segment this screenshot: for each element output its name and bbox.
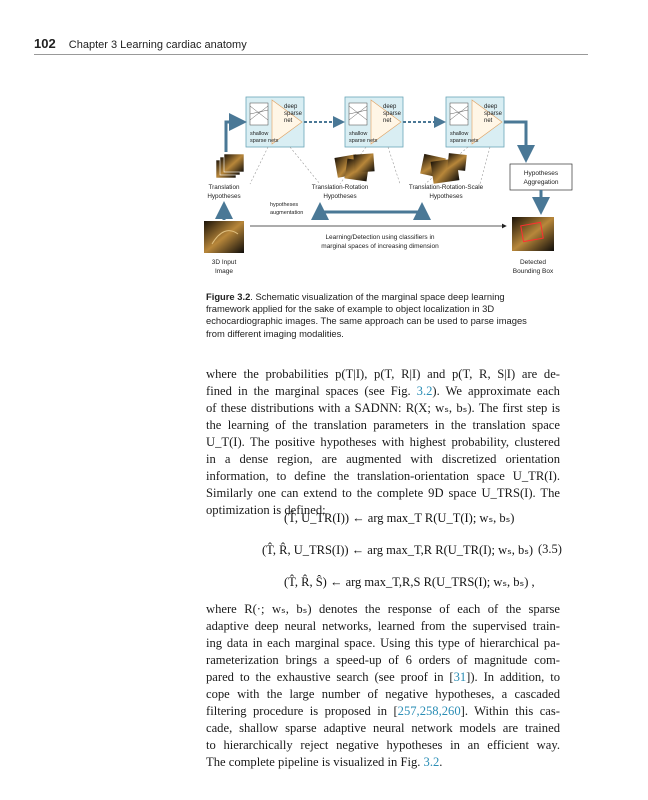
equation-3: (T̂, R̂, Ŝ) ← arg max_T,R,S R(U_TRS(I); wₛ, bₛ) , [284, 575, 535, 589]
learning-label: Learning/Detection using classifiers in [325, 234, 435, 241]
trs-stack [420, 153, 467, 184]
equation-1: (T̂, U_TR(I)) ← arg max_T R(U_T(I); wₛ, bₛ) [284, 511, 515, 525]
svg-text:Image: Image [214, 268, 234, 275]
figure-ref-link[interactable]: 3.2 [423, 755, 440, 769]
svg-text:shallow: shallow [450, 131, 469, 137]
page-number: 102 [34, 36, 56, 51]
citation-link[interactable]: 31 [453, 670, 467, 684]
svg-text:Hypotheses: Hypotheses [429, 193, 463, 200]
svg-text:Hypotheses: Hypotheses [523, 170, 559, 177]
svg-text:Aggregation: Aggregation [523, 179, 559, 186]
stage3-deep: deep [484, 104, 498, 110]
svg-text:net: net [484, 118, 493, 124]
detected-image [512, 217, 554, 251]
svg-text:augmentation: augmentation [270, 210, 304, 216]
translation-label: Translation [208, 184, 240, 191]
figure-caption: Figure 3.2. Schematic visualization of the marginal space deep learning framework applied for the sake of example to object localization in 3D echocardiographic images. The same approach can be used to parse images from different imaging modalities. [206, 291, 527, 339]
figure-ref-link[interactable]: 3.2 [416, 384, 433, 398]
body-paragraph-2: where R(·; wₛ, bₛ) denotes the response of each of the sparse adaptive deep neural networks, learned from the supervised train- ing data in each marginal space. Using this type of hierarchical pa- rameterization brings a speed-up of 6 orders of magnitude com- pared to the exhaustive search (see proof in [31]). In addition, to cope with the large number of negative hypotheses, a cascaded filtering procedure is proposed in [257,258,260]. Within this cas- cade, shallow sparse adaptive neural network models are trained to hierarchically reject negative hypotheses in an efficient way. The complete pipeline is visualized in Fig. 3.2. [206, 602, 560, 769]
svg-text:Hypotheses: Hypotheses [207, 193, 241, 200]
aggregation-box [510, 164, 572, 190]
body-paragraph-1: where the probabilities p(T|I), p(T, R|I) and p(T, R, S|I) are de- fined in the marginal spaces (see Fig. 3.2). We approximate each of these distributions with a SADNN: R(X; wₛ, bₛ). The first step is the learning of the translation parameters in the translation space U_T(I). The positive hypotheses with highest probability, clustered in a dense region, are augmented with discretized orientation information, to define the translation-orientation space U_TR(I). Similarly one can extend to the complete 9D space U_TRS(I). The optimization is defined: [206, 367, 560, 517]
equation-2: (T̂, R̂, U_TRS(I)) ← arg max_T,R R(U_TR(I); wₛ, bₛ) [262, 543, 534, 557]
trs-label: Translation-Rotation-Scale [408, 184, 484, 191]
svg-text:sparse: sparse [284, 111, 303, 117]
svg-text:Bounding Box: Bounding Box [512, 268, 554, 275]
chapter-title: Chapter 3 Learning cardiac anatomy [68, 39, 247, 51]
svg-text:sparse: sparse [383, 111, 402, 117]
header-rule [34, 54, 588, 55]
stage2-deep: deep [383, 104, 397, 110]
svg-text:sparse: sparse [484, 111, 503, 117]
svg-text:sparse nets: sparse nets [349, 138, 378, 144]
svg-text:sparse nets: sparse nets [250, 138, 279, 144]
svg-text:net: net [284, 118, 293, 124]
stage-1 [246, 97, 304, 147]
stage-2 [345, 97, 403, 147]
running-header [34, 36, 247, 51]
equation-number: (3.5) [538, 542, 562, 556]
translation-stack [216, 154, 244, 178]
stage-3 [446, 97, 504, 147]
citation-link[interactable]: 257,258,260 [397, 704, 461, 718]
tr-stack [334, 153, 374, 181]
pipeline-figure [190, 84, 590, 284]
figure-label: Figure 3.2 [206, 291, 251, 302]
svg-text:marginal spaces of increasing: marginal spaces of increasing dimension [321, 243, 439, 250]
input-image [204, 221, 244, 253]
augmentation-label: hypotheses [270, 202, 299, 208]
svg-text:net: net [383, 118, 392, 124]
svg-text:shallow: shallow [250, 131, 269, 137]
detected-label: Detected [519, 259, 547, 266]
tr-label: Translation-Rotation [311, 184, 369, 191]
input-label: 3D Input [211, 259, 237, 266]
svg-text:sparse nets: sparse nets [450, 138, 479, 144]
svg-text:Hypotheses: Hypotheses [323, 193, 357, 200]
svg-text:shallow: shallow [349, 131, 368, 137]
stage1-deep: deep [284, 104, 298, 110]
